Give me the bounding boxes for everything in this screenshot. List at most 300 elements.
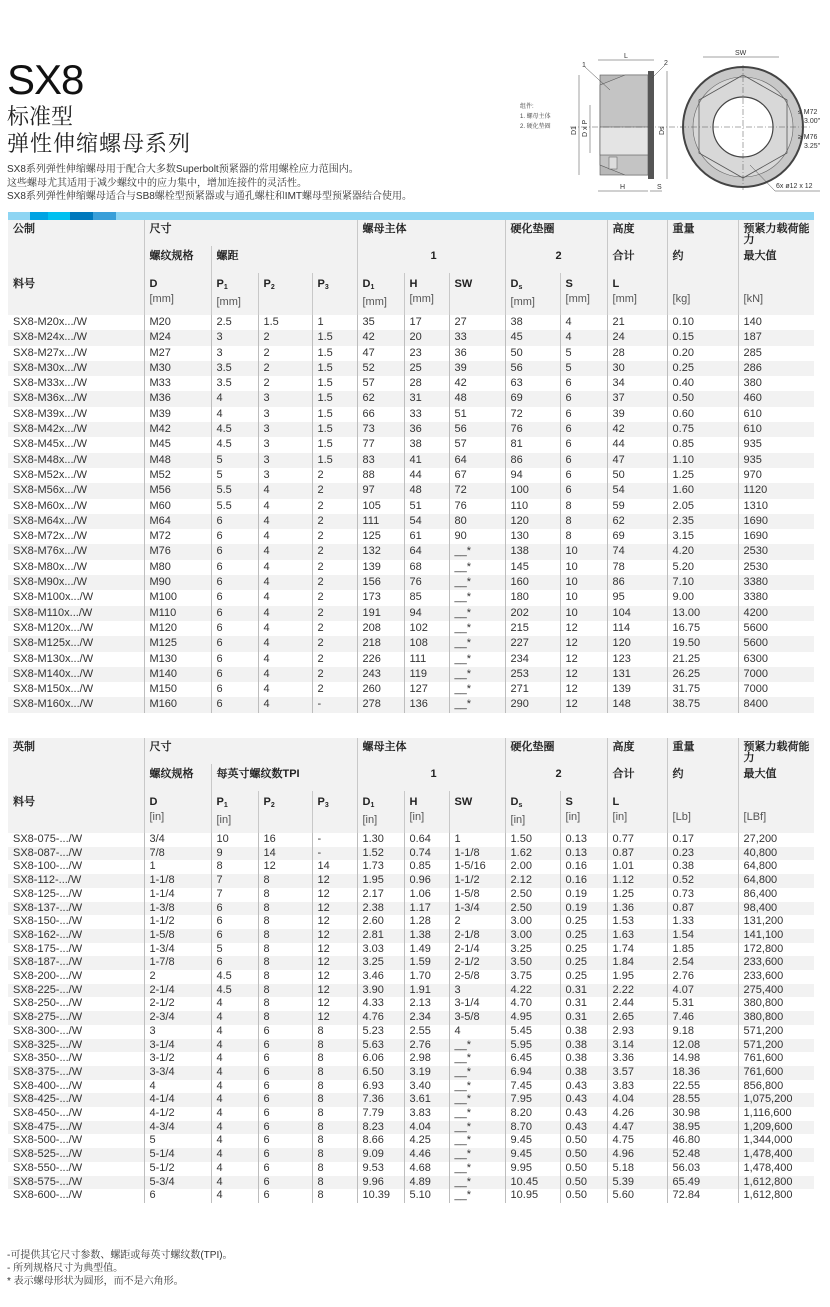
table-cell: 275,400 bbox=[738, 984, 814, 998]
table-cell: 22.55 bbox=[667, 1080, 738, 1094]
table-cell: 6.50 bbox=[357, 1066, 404, 1080]
table-cell: 0.31 bbox=[560, 984, 607, 998]
table-cell: 761,600 bbox=[738, 1066, 814, 1080]
table-row bbox=[8, 483, 814, 498]
table-cell: 8400 bbox=[738, 697, 814, 712]
table-cell: 208 bbox=[357, 621, 404, 636]
table-cell: 30 bbox=[607, 361, 667, 376]
table-cell: M52 bbox=[144, 468, 211, 483]
table-cell: SX8-M160x.../W bbox=[8, 697, 144, 712]
table-cell: SX8-575-.../W bbox=[8, 1176, 144, 1190]
table-cell: 2530 bbox=[738, 544, 814, 559]
table-cell: 1-5/16 bbox=[449, 860, 505, 874]
unit-label: [mm] bbox=[565, 293, 590, 305]
table-cell: 8 bbox=[312, 1189, 357, 1203]
table-cell: 5 bbox=[560, 346, 607, 361]
table-cell: 52 bbox=[357, 361, 404, 376]
nut-body-header: 螺母主体 bbox=[357, 738, 505, 764]
table-cell: 4.68 bbox=[404, 1162, 449, 1176]
table-cell: 3380 bbox=[738, 590, 814, 605]
table-cell: 2.65 bbox=[607, 1011, 667, 1025]
col-label: P bbox=[216, 278, 224, 290]
col-label: D bbox=[510, 796, 519, 808]
table-cell: 132 bbox=[357, 544, 404, 559]
table-cell: 46.80 bbox=[667, 1134, 738, 1148]
table-cell: 0.31 bbox=[560, 1011, 607, 1025]
table-row bbox=[8, 833, 814, 847]
table-cell: 20 bbox=[404, 330, 449, 345]
table-cell: 4.5 bbox=[211, 437, 258, 452]
table-cell: 2 bbox=[312, 606, 357, 621]
col-L bbox=[607, 273, 667, 315]
table-cell: 0.40 bbox=[667, 376, 738, 391]
table-cell: 10.39 bbox=[357, 1189, 404, 1203]
table-cell: SX8-187-.../W bbox=[8, 956, 144, 970]
table-cell: M36 bbox=[144, 391, 211, 406]
table-cell: 8 bbox=[258, 915, 312, 929]
table-cell: 36 bbox=[404, 422, 449, 437]
table-cell: 460 bbox=[738, 391, 814, 406]
table-cell: 105 bbox=[357, 499, 404, 514]
table-cell: 110 bbox=[505, 499, 560, 514]
col-P3 bbox=[312, 273, 357, 315]
table-cell: 380 bbox=[738, 376, 814, 391]
col-label: P bbox=[216, 796, 224, 808]
table-cell: 42 bbox=[449, 376, 505, 391]
table-row bbox=[8, 1148, 814, 1162]
table-cell: M130 bbox=[144, 652, 211, 667]
table-cell: 1.60 bbox=[667, 483, 738, 498]
table-cell: 1.38 bbox=[404, 929, 449, 943]
table-cell: 5.95 bbox=[505, 1039, 560, 1053]
table-cell: 0.31 bbox=[560, 997, 607, 1011]
washer-header: 硬化垫圈 bbox=[505, 738, 607, 764]
component-2-label: 2. 硬化垫圈 bbox=[520, 124, 551, 130]
table-cell: 0.19 bbox=[560, 902, 607, 916]
table-cell: 260 bbox=[357, 682, 404, 697]
table-cell: 3.15 bbox=[667, 529, 738, 544]
table-cell: 0.16 bbox=[560, 860, 607, 874]
table-cell: 571,200 bbox=[738, 1025, 814, 1039]
table-cell: 4.26 bbox=[607, 1107, 667, 1121]
table-cell: 6 bbox=[560, 422, 607, 437]
table-cell: 1.25 bbox=[667, 468, 738, 483]
col-weight bbox=[667, 791, 738, 833]
table-cell: 0.38 bbox=[560, 1039, 607, 1053]
table-cell: 12 bbox=[258, 860, 312, 874]
table-cell: 8.70 bbox=[505, 1121, 560, 1135]
table-row bbox=[8, 697, 814, 712]
table-cell: 51 bbox=[404, 499, 449, 514]
table-cell: 4 bbox=[211, 1189, 258, 1203]
max-header: 最大值 bbox=[738, 764, 814, 791]
table-cell: 4 bbox=[258, 499, 312, 514]
table-cell: 0.13 bbox=[560, 833, 607, 847]
table-cell: 4 bbox=[258, 544, 312, 559]
table-cell: 8 bbox=[258, 956, 312, 970]
table-cell: 62 bbox=[357, 391, 404, 406]
table-cell: 97 bbox=[357, 483, 404, 498]
table-cell: 131 bbox=[607, 667, 667, 682]
component-1-label: 1. 螺母主体 bbox=[520, 114, 551, 120]
table-cell: 6 bbox=[211, 514, 258, 529]
table-cell: 3-3/4 bbox=[144, 1066, 211, 1080]
table-cell: M20 bbox=[144, 315, 211, 330]
table-cell: 52.48 bbox=[667, 1148, 738, 1162]
table-cell: 8 bbox=[258, 874, 312, 888]
table-cell: 4 bbox=[258, 667, 312, 682]
table-cell: 4.25 bbox=[404, 1134, 449, 1148]
table-cell: 59 bbox=[607, 499, 667, 514]
nut-component-number: 1 bbox=[357, 764, 505, 791]
table-cell: 1.74 bbox=[607, 943, 667, 957]
col-label: P bbox=[263, 796, 271, 808]
table-cell: M100 bbox=[144, 590, 211, 605]
table-cell: SX8-M80x.../W bbox=[13, 560, 87, 573]
table-cell: 69 bbox=[505, 391, 560, 406]
table-cell: 253 bbox=[505, 667, 560, 682]
footnotes bbox=[7, 1249, 233, 1288]
table-cell: SX8-150-.../W bbox=[13, 915, 83, 928]
table-cell: 1.5 bbox=[312, 330, 357, 345]
table-cell: 3.25 bbox=[505, 943, 560, 957]
table-cell: 1690 bbox=[738, 529, 814, 544]
table-cell: 0.52 bbox=[667, 874, 738, 888]
table-cell: 1 bbox=[312, 315, 357, 330]
col-P2 bbox=[258, 273, 312, 315]
table-cell: 4 bbox=[211, 997, 258, 1011]
table-cell: 145 bbox=[505, 560, 560, 575]
table-cell: 0.74 bbox=[404, 847, 449, 861]
table-cell: __* bbox=[449, 697, 505, 712]
col-D1 bbox=[357, 273, 404, 315]
weight-header: 重量 bbox=[667, 220, 738, 246]
table-cell: 2.50 bbox=[505, 902, 560, 916]
table-cell: 2.93 bbox=[607, 1025, 667, 1039]
table-cell: 3.00 bbox=[505, 915, 560, 929]
table-cell: 1-1/2 bbox=[144, 915, 211, 929]
unit-label: [in] bbox=[149, 811, 165, 823]
table-cell: 290 bbox=[505, 697, 560, 712]
table-cell: 2-1/4 bbox=[144, 984, 211, 998]
col-SW bbox=[449, 791, 505, 833]
table-cell: 4.5 bbox=[211, 422, 258, 437]
table-cell: 5.23 bbox=[357, 1025, 404, 1039]
table-cell: 10 bbox=[560, 560, 607, 575]
table-cell: SX8-M39x.../W bbox=[13, 407, 87, 420]
table-cell: 4 bbox=[211, 1011, 258, 1025]
table-cell: 141,100 bbox=[738, 929, 814, 943]
table-cell: 108 bbox=[404, 636, 449, 651]
dimension-H: H bbox=[620, 184, 626, 191]
table-cell: 4 bbox=[211, 1025, 258, 1039]
table-cell: 139 bbox=[357, 560, 404, 575]
table-cell: SX8-200-.../W bbox=[13, 970, 83, 983]
table-cell: 8 bbox=[258, 902, 312, 916]
table-cell: 5.31 bbox=[667, 997, 738, 1011]
load-capacity-header: 预紧力载荷能力 bbox=[738, 738, 814, 764]
table-cell: SX8-M36x.../W bbox=[8, 391, 144, 406]
table-cell: 33 bbox=[404, 407, 449, 422]
holes-label: 6x ø12 x 12 bbox=[776, 183, 813, 190]
table-cell: 3.36 bbox=[607, 1052, 667, 1066]
col-label: SW bbox=[454, 278, 473, 290]
table-cell: 57 bbox=[449, 437, 505, 452]
table-cell: 119 bbox=[404, 667, 449, 682]
col-label: P bbox=[263, 278, 271, 290]
table-cell: __* bbox=[449, 1121, 505, 1135]
table-cell: 10 bbox=[560, 606, 607, 621]
table-cell: 4 bbox=[258, 560, 312, 575]
table-cell: 4.75 bbox=[607, 1134, 667, 1148]
table-cell: SX8-M48x.../W bbox=[8, 453, 144, 468]
table-cell: 3.25 bbox=[357, 956, 404, 970]
subscript: 2 bbox=[270, 802, 275, 809]
table-cell: 0.87 bbox=[607, 847, 667, 861]
table-cell: M24 bbox=[144, 330, 211, 345]
table-cell: SX8-100-.../W bbox=[13, 860, 83, 873]
table-cell: 6 bbox=[258, 1039, 312, 1053]
table-cell: 0.23 bbox=[667, 847, 738, 861]
table-cell: M150 bbox=[144, 682, 211, 697]
table-cell: 4 bbox=[211, 1052, 258, 1066]
subscript: 1 bbox=[370, 284, 375, 291]
col-load bbox=[738, 273, 814, 315]
table-cell: 30.98 bbox=[667, 1107, 738, 1121]
dimension-L: L bbox=[624, 53, 628, 60]
table-row bbox=[8, 847, 814, 861]
table-cell: 2-1/2 bbox=[144, 997, 211, 1011]
table-cell: 28.55 bbox=[667, 1093, 738, 1107]
table-cell: 2.81 bbox=[357, 929, 404, 943]
table-cell: 2.35 bbox=[667, 514, 738, 529]
table-cell: 3 bbox=[258, 468, 312, 483]
table-cell: 1.5 bbox=[312, 361, 357, 376]
washer-component-number: 2 bbox=[505, 764, 607, 791]
table-cell: 12 bbox=[312, 956, 357, 970]
table-cell: 1.50 bbox=[505, 833, 560, 847]
table-cell: 12 bbox=[560, 621, 607, 636]
table-row bbox=[8, 943, 814, 957]
table-cell: 111 bbox=[357, 514, 404, 529]
table-cell: 66 bbox=[357, 407, 404, 422]
table-cell: 761,600 bbox=[738, 1052, 814, 1066]
table-cell: 4 bbox=[258, 636, 312, 651]
table-cell: 3.57 bbox=[607, 1066, 667, 1080]
table-cell: 1.5 bbox=[312, 376, 357, 391]
table-cell: 2.54 bbox=[667, 956, 738, 970]
table-cell: 1.59 bbox=[404, 956, 449, 970]
table-cell: 0.50 bbox=[560, 1134, 607, 1148]
table-cell: SX8-525-.../W bbox=[8, 1148, 144, 1162]
table-cell: 2 bbox=[312, 544, 357, 559]
table-cell: SX8-300-.../W bbox=[13, 1024, 83, 1037]
table-row bbox=[8, 1093, 814, 1107]
table-cell: 6 bbox=[211, 929, 258, 943]
table-cell: 3.5 bbox=[211, 376, 258, 391]
table-cell: 2.34 bbox=[404, 1011, 449, 1025]
table-cell: 8 bbox=[312, 1134, 357, 1148]
table-cell: 4.33 bbox=[357, 997, 404, 1011]
table-cell: 202 bbox=[505, 606, 560, 621]
pitch-header: 螺距 bbox=[211, 246, 357, 273]
table-cell: 0.50 bbox=[560, 1162, 607, 1176]
table-cell: 1.5 bbox=[312, 422, 357, 437]
table-cell: 1.36 bbox=[607, 902, 667, 916]
table-row bbox=[8, 1039, 814, 1053]
table-cell: 0.10 bbox=[667, 315, 738, 330]
table-cell: 5.39 bbox=[607, 1176, 667, 1190]
table-cell: 54 bbox=[404, 514, 449, 529]
table-cell: 8 bbox=[211, 860, 258, 874]
table-cell: 218 bbox=[357, 636, 404, 651]
table-cell: 0.17 bbox=[667, 833, 738, 847]
table-cell: SX8-M90x.../W bbox=[8, 575, 144, 590]
footnote: * 表示螺母形状为圆形，而不是六角形。 bbox=[7, 1276, 184, 1287]
table-cell: 27 bbox=[449, 315, 505, 330]
table-row bbox=[8, 391, 814, 406]
col-S bbox=[560, 791, 607, 833]
table-cell: 234 bbox=[505, 652, 560, 667]
table-cell: 4 bbox=[144, 1080, 211, 1094]
table-cell: 6 bbox=[258, 1121, 312, 1135]
table-row bbox=[8, 1052, 814, 1066]
table-cell: 1-1/2 bbox=[449, 874, 505, 888]
table-cell: 0.43 bbox=[560, 1121, 607, 1135]
table-cell: SX8-325-.../W bbox=[8, 1039, 144, 1053]
height-header: 高度 bbox=[607, 220, 667, 246]
col-label: D bbox=[149, 796, 158, 808]
table-cell: 173 bbox=[357, 590, 404, 605]
table-cell: 3 bbox=[211, 330, 258, 345]
table-cell: 0.16 bbox=[560, 874, 607, 888]
table-cell: __* bbox=[449, 1066, 505, 1080]
table-cell: 1.95 bbox=[607, 970, 667, 984]
table-cell: 61 bbox=[404, 529, 449, 544]
table-cell: 12 bbox=[312, 874, 357, 888]
table-cell: __* bbox=[449, 1039, 505, 1053]
table-cell: 12.08 bbox=[667, 1039, 738, 1053]
table-cell: 68 bbox=[404, 560, 449, 575]
table-cell: 6 bbox=[560, 391, 607, 406]
table-cell: 2 bbox=[312, 575, 357, 590]
subscript: s bbox=[518, 802, 523, 809]
table-cell: 4 bbox=[258, 621, 312, 636]
dimension-DxP: D x P bbox=[582, 119, 589, 137]
table-cell: SX8-375-.../W bbox=[8, 1066, 144, 1080]
table-cell: 7000 bbox=[738, 682, 814, 697]
table-cell: 4 bbox=[258, 682, 312, 697]
table-cell: 0.50 bbox=[560, 1176, 607, 1190]
table-cell: 76 bbox=[404, 575, 449, 590]
table-cell: SX8-137-.../W bbox=[8, 902, 144, 916]
table-cell: 0.25 bbox=[560, 956, 607, 970]
table-cell: M60 bbox=[144, 499, 211, 514]
table-cell: SX8-075-.../W bbox=[13, 833, 83, 845]
col-label: L bbox=[612, 278, 620, 290]
unit-label: [mm] bbox=[409, 293, 434, 305]
table-cell: 6 bbox=[211, 621, 258, 636]
table-cell: 12 bbox=[560, 667, 607, 682]
table-cell: 2.17 bbox=[357, 888, 404, 902]
col-D bbox=[144, 273, 211, 315]
table-cell: 4 bbox=[211, 1039, 258, 1053]
table-cell: 380,800 bbox=[738, 1011, 814, 1025]
table-cell: 1.10 bbox=[667, 453, 738, 468]
table-cell: __* bbox=[449, 560, 505, 575]
table-cell: 4 bbox=[258, 483, 312, 498]
table-cell: SX8-M125x.../W bbox=[8, 636, 144, 651]
table-cell: 3-1/4 bbox=[144, 1039, 211, 1053]
table-cell: SX8-M120x.../W bbox=[13, 621, 94, 634]
table-cell: 8 bbox=[312, 1162, 357, 1176]
table-cell: 63 bbox=[505, 376, 560, 391]
table-cell: 8 bbox=[258, 929, 312, 943]
table-row bbox=[8, 929, 814, 943]
table-cell: 7000 bbox=[738, 667, 814, 682]
table-cell: 12 bbox=[312, 943, 357, 957]
unit-label: [in] bbox=[216, 814, 232, 826]
table-cell: 4.04 bbox=[607, 1093, 667, 1107]
table-cell: 5 bbox=[560, 361, 607, 376]
col-label: S bbox=[565, 796, 573, 808]
table-cell: 123 bbox=[607, 652, 667, 667]
table-cell: 3.83 bbox=[607, 1080, 667, 1094]
table-cell: 4 bbox=[211, 1107, 258, 1121]
table-cell: SX8-400-.../W bbox=[13, 1079, 83, 1092]
table-row bbox=[8, 860, 814, 874]
col-weight bbox=[667, 273, 738, 315]
table-cell: 2 bbox=[312, 560, 357, 575]
table-cell: 4 bbox=[211, 1066, 258, 1080]
approx-header: 约 bbox=[667, 246, 738, 273]
dimension-Ds: Ds bbox=[659, 126, 666, 135]
table-cell: 7 bbox=[211, 888, 258, 902]
table-cell: 95 bbox=[607, 590, 667, 605]
table-cell: 47 bbox=[357, 346, 404, 361]
table-cell: 86 bbox=[505, 453, 560, 468]
table-cell: 45 bbox=[505, 330, 560, 345]
table-cell: 74 bbox=[607, 544, 667, 559]
table-cell: 8 bbox=[258, 943, 312, 957]
table-cell: 98,400 bbox=[738, 902, 814, 916]
table-cell: 56 bbox=[449, 422, 505, 437]
table-cell: 4.46 bbox=[404, 1148, 449, 1162]
table-row bbox=[8, 956, 814, 970]
table-cell: 19.50 bbox=[667, 636, 738, 651]
table-cell: 4.47 bbox=[607, 1121, 667, 1135]
table-cell: 94 bbox=[404, 606, 449, 621]
table-cell: 2.38 bbox=[357, 902, 404, 916]
table-cell: 1.53 bbox=[607, 915, 667, 929]
table-cell: 1-3/4 bbox=[449, 902, 505, 916]
col-Ds bbox=[505, 791, 560, 833]
table-cell: 0.25 bbox=[560, 943, 607, 957]
table-cell: 6 bbox=[258, 1066, 312, 1080]
table-cell: 23 bbox=[404, 346, 449, 361]
table-cell: 0.77 bbox=[607, 833, 667, 847]
table-cell: 2-1/4 bbox=[449, 943, 505, 957]
table-cell: 1,344,000 bbox=[738, 1134, 814, 1148]
table-cell: 0.75 bbox=[667, 422, 738, 437]
table-cell: SX8-M72x.../W bbox=[13, 530, 87, 543]
table-cell: 156 bbox=[357, 575, 404, 590]
table-cell: 31.75 bbox=[667, 682, 738, 697]
table-cell: 4.07 bbox=[667, 984, 738, 998]
table-cell: 227 bbox=[505, 636, 560, 651]
table-row bbox=[8, 376, 814, 391]
table-cell: 4 bbox=[258, 697, 312, 712]
